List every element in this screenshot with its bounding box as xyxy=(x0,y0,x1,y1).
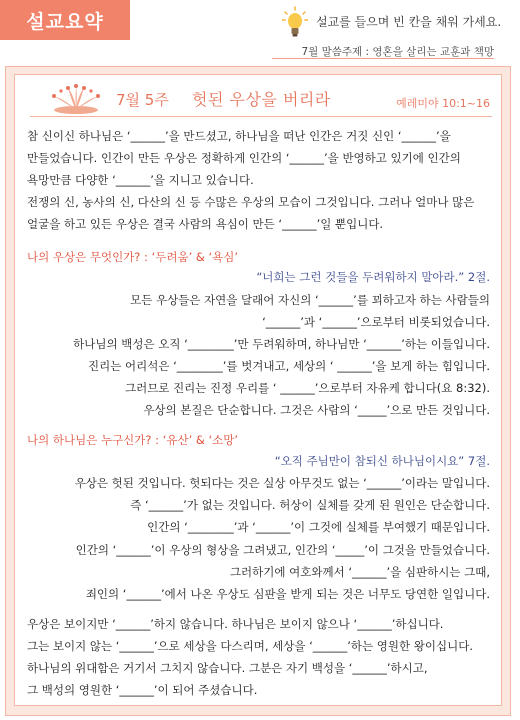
intro-line: 만들었습니다. 인간이 만든 우상은 정확하게 인간의 ‘______’을 반영하고 있기에 인간의 xyxy=(27,151,461,165)
section-line: 인간의 ‘________’과 ‘______’이 그것에 실체를 부여했기 때문입니다. xyxy=(147,520,490,534)
key-verse: “오직 주님만이 참되신 하나님이시요” 7절. xyxy=(274,454,490,468)
sermon-title: 헛된 우상을 버리라 xyxy=(192,90,331,109)
section-line: 우상의 본질은 단순합니다. 그것은 사람의 ‘_____’으로 만든 것입니다. xyxy=(143,403,490,417)
divider xyxy=(272,58,494,59)
intro-line: 얼굴을 하고 있든 우상은 결국 사람의 욕심이 만든 ‘______’일 뿐입니다. xyxy=(27,217,384,231)
instruction-tagline: 설교를 들으며 빈 칸을 채워 가세요. xyxy=(316,15,502,29)
closing-line: 그는 보이지 않는 ‘______’으로 세상을 다스리며, 세상을 ‘______’하는 영원한 왕이십니다. xyxy=(27,639,473,653)
section-line: 우상은 헛된 것입니다. 헛되다는 것은 실상 아무것도 없는 ‘______’이라는 말입니다. xyxy=(74,476,490,490)
closing-line: 하나님의 위대함은 거기서 그치지 않습니다. 그분은 자기 백성을 ‘______’하시고, xyxy=(27,661,428,675)
sermon-date: 7월 5주 xyxy=(116,91,169,109)
section-heading: 나의 우상은 무엇인가? : ‘두려움’ & ‘욕심’ xyxy=(27,250,239,264)
section-line: 그러하기에 여호와께서 ‘______’을 심판하시는 그때, xyxy=(229,565,490,579)
section-tag: 설교요약 xyxy=(0,0,130,40)
section-line: 죄인의 ‘______’에서 나온 우상도 심판을 받게 되는 것은 너무도 당연한 일입니다. xyxy=(85,587,490,601)
section-line: 그러므로 진리는 진정 우리를 ‘ ______’으로부터 자유케 합니다(요 8:32). xyxy=(124,381,490,395)
section-line: 진리는 어리석은 ‘________’를 벗겨내고, 세상의 ‘ ______’을 보게 하는 힘입니다. xyxy=(88,359,490,373)
flower-ornament-icon xyxy=(46,84,106,116)
intro-line: 참 신이신 하나님은 ‘______’을 만드셨고, 하나님을 떠난 인간은 거짓 신인 ‘______’을 xyxy=(27,129,451,143)
intro-line: 욕망만큼 다양한 ‘______’을 지니고 있습니다. xyxy=(27,173,254,187)
section-line: 모든 우상들은 자연을 달래어 자신의 ‘______’를 꾀하고자 하는 사람들의 xyxy=(130,293,490,307)
section-line: 즉 ‘______’가 없는 것입니다. 허상이 실체를 갖게 된 원인은 단순합니다. xyxy=(130,498,490,512)
lightbulb-icon xyxy=(282,6,308,40)
section-heading: 나의 하나님은 누구신가? : ‘유산’ & ‘소망’ xyxy=(27,433,239,447)
intro-line: 전쟁의 신, 농사의 신, 다산의 신 등 수많은 우상의 모습이 그것입니다. 그러나 얼마나 많은 xyxy=(27,195,475,209)
section-line: ‘______’과 ‘______’으로부터 비롯되었습니다. xyxy=(262,315,490,329)
section-line: 하나님의 백성은 오직 ‘________’만 두려워하며, 하나님만 ‘______’하는 이들입니다. xyxy=(73,337,490,351)
monthly-subject: 7월 말씀주제 : 영혼을 살리는 교훈과 책망 xyxy=(301,46,494,58)
scripture-reference: 예레미야 10:1~16 xyxy=(396,97,490,110)
closing-line: 그 백성의 영원한 ‘______’이 되어 주셨습니다. xyxy=(27,683,258,697)
title-divider xyxy=(30,116,492,117)
section-line: 인간의 ‘______’이 우상의 형상을 그려냈고, 인간의 ‘_____’이 그것을 만들었습니다. xyxy=(75,543,490,557)
closing-line: 우상은 보이지만 ‘______’하지 않습니다. 하나님은 보이지 않으나 ‘______’하십니다. xyxy=(27,617,444,631)
key-verse: “너희는 그런 것들을 두려워하지 말아라.” 2절. xyxy=(256,270,490,284)
